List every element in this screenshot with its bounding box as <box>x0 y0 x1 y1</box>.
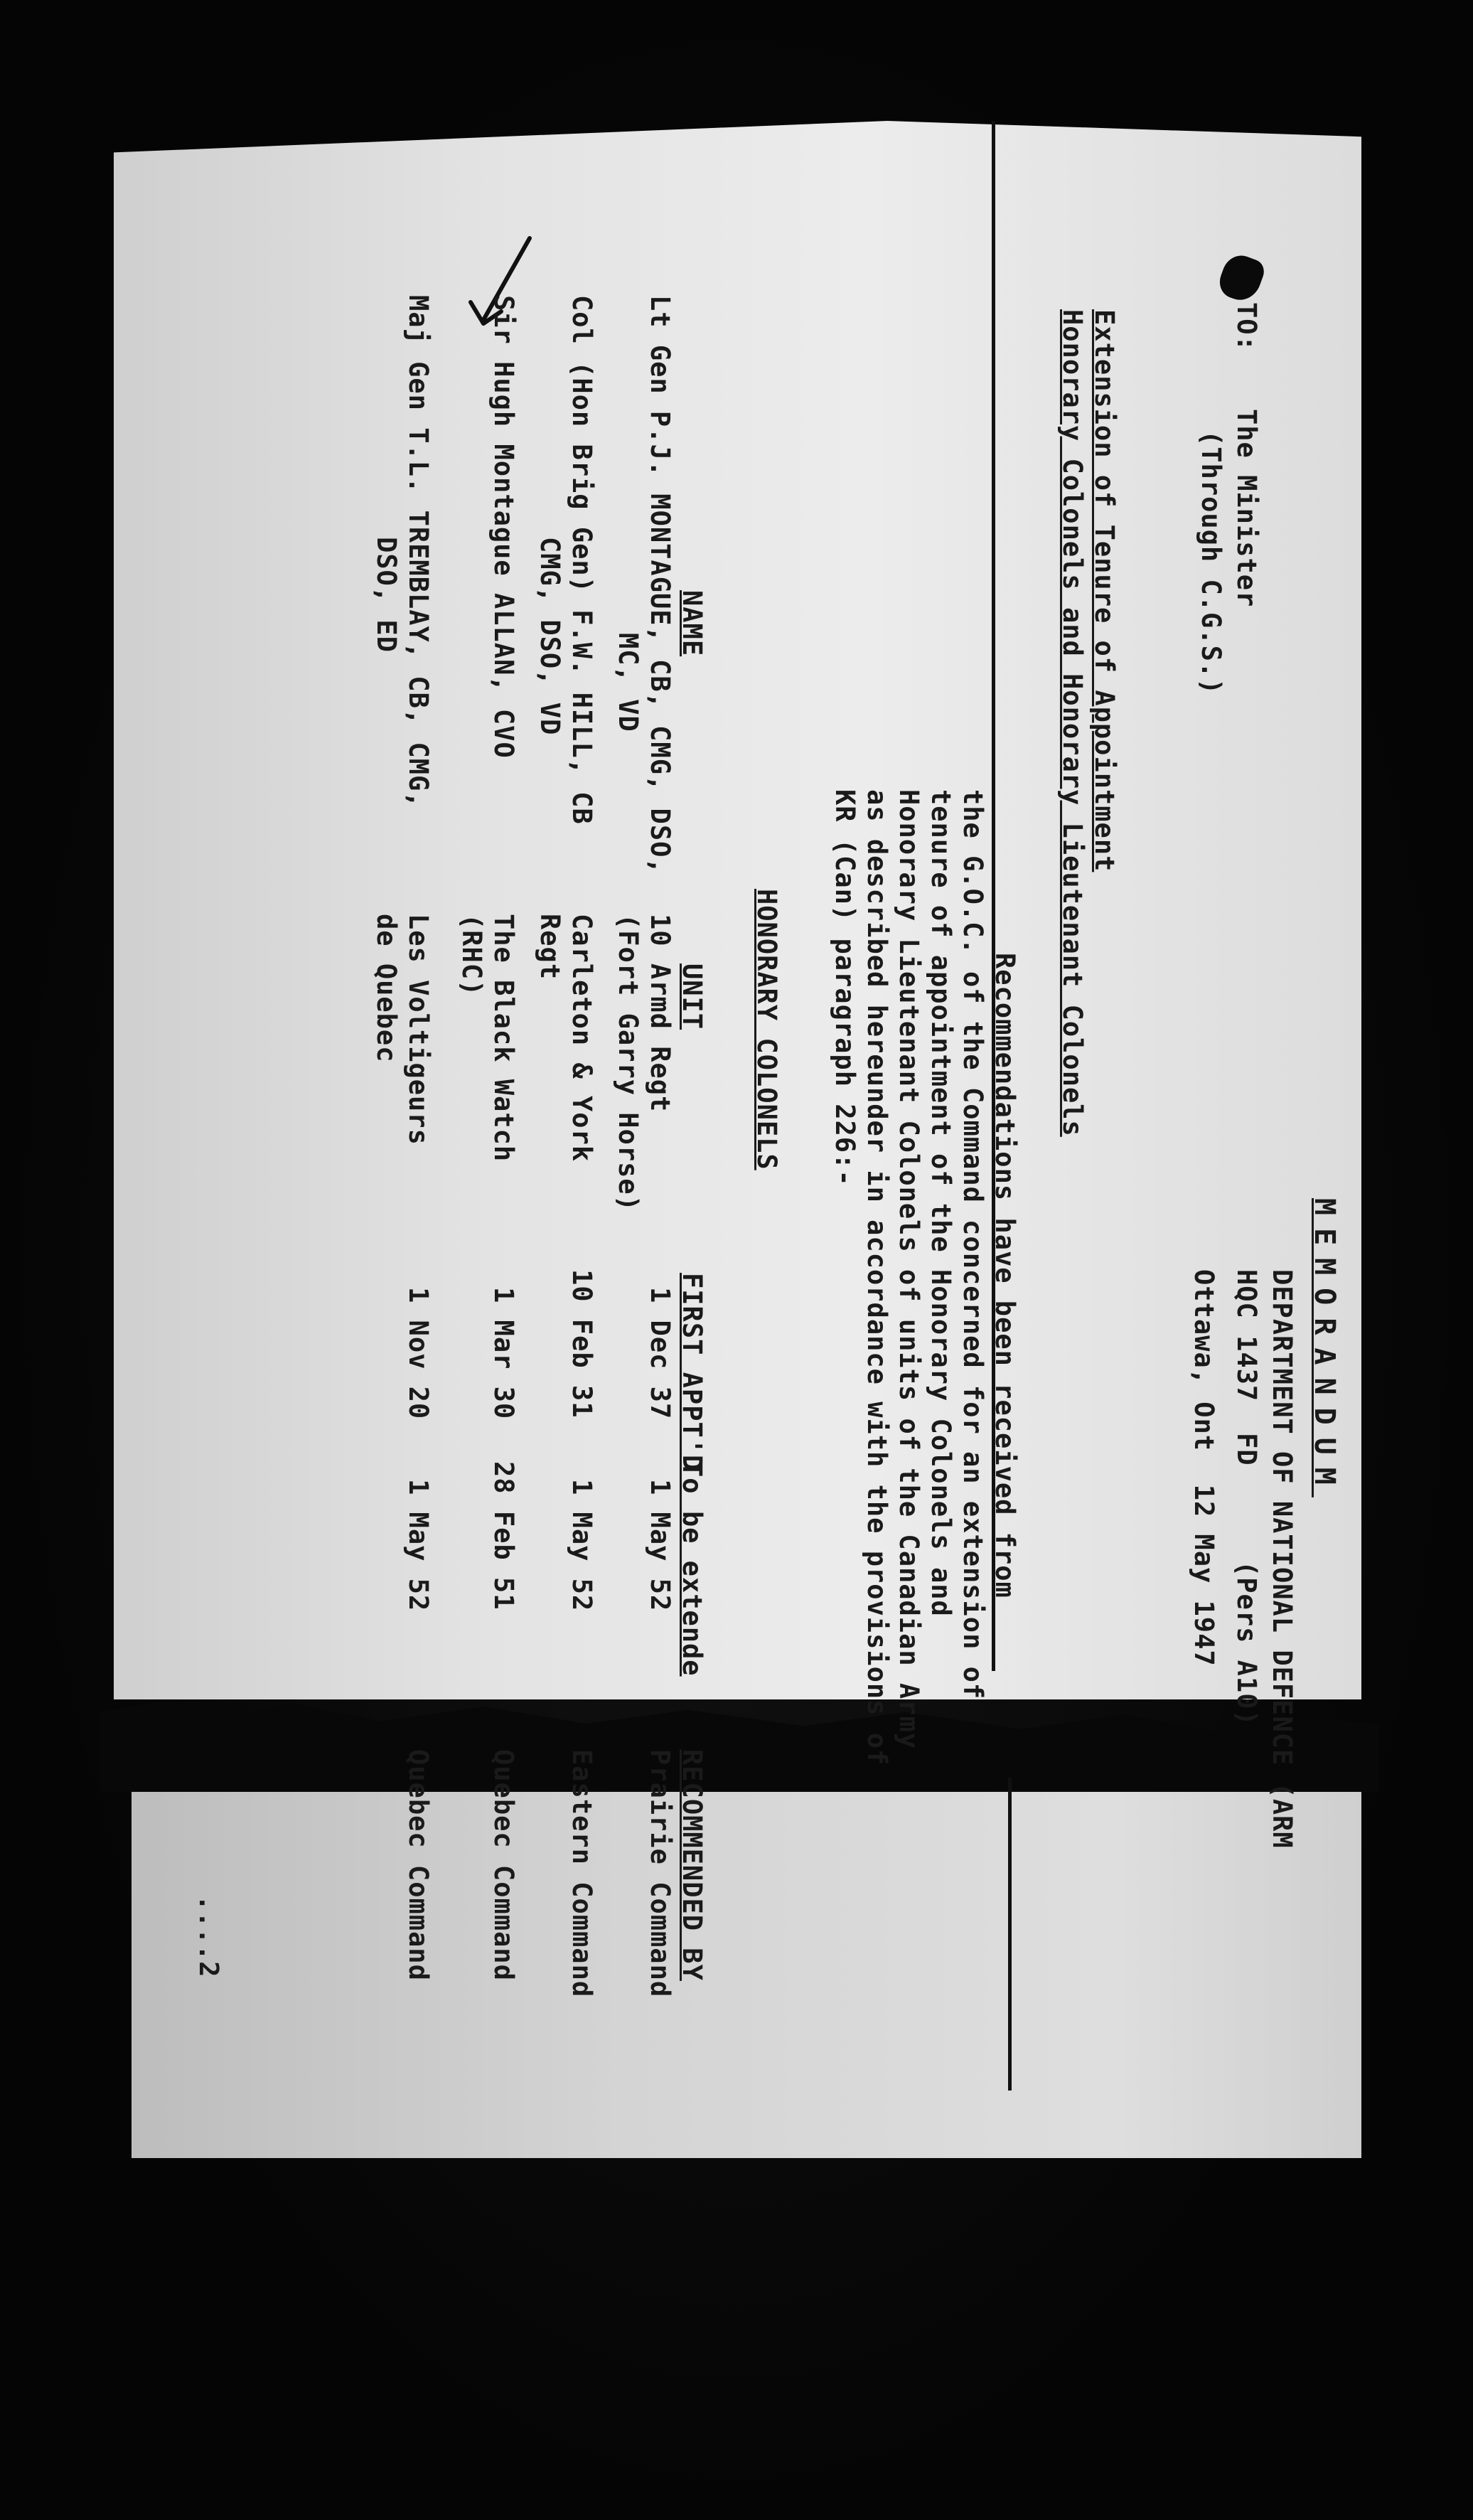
body-line-1: Recommendations have been received from <box>990 953 1020 1598</box>
row-1-extend: 1 May 52 <box>645 1479 675 1612</box>
header-first-apptd: FIRST APPT'D <box>677 1273 707 1472</box>
header-recommended-by: RECOMMENDED BY <box>677 1749 707 1981</box>
row-3-first-apptd: 1 Mar 30 <box>488 1287 519 1420</box>
row-4-name-cont: DSO, ED <box>371 537 402 653</box>
page-continuation: ....2 <box>193 1895 224 1978</box>
row-4-unit-cont: de Quebec <box>371 914 402 1063</box>
body-line-6: KR (Can) paragraph 226:- <box>830 789 860 1187</box>
row-4-first-apptd: 1 Nov 20 <box>403 1287 434 1420</box>
row-2-extend: 1 May 52 <box>567 1479 597 1612</box>
header-name: NAME <box>677 590 707 657</box>
row-2-name: Col (Hon Brig Gen) F.W. HILL, CB <box>567 295 597 825</box>
row-2-name-cont: CMG, DSO, VD <box>535 537 565 736</box>
pers-reference: (Pers A10) <box>1231 1561 1262 1726</box>
row-1-name: Lt Gen P.J. MONTAGUE, CB, CMG, DSO, <box>645 295 675 875</box>
to-recipient: The Minister <box>1231 409 1262 608</box>
body-line-5: as described hereunder in accordance with the provisions of <box>862 789 892 1766</box>
to-through: (Through C.G.S.) <box>1196 430 1226 695</box>
row-3-name: Sir Hugh Montague ALLAN, CVO <box>488 295 519 759</box>
row-2-unit-cont: Regt <box>535 914 565 981</box>
row-3-unit: The Black Watch <box>488 914 519 1163</box>
row-4-recommended: Quebec Command <box>403 1749 434 1981</box>
body-line-4: Honorary Lieutenant Colonels of units of the Canadian Army <box>894 789 924 1750</box>
body-line-2: the G.O.C. of the Command concerned for an extension of <box>958 789 988 1700</box>
row-2-first-apptd: 10 Feb 31 <box>567 1269 597 1419</box>
row-1-unit: 10 Armd Regt <box>645 914 675 1113</box>
memo-document <box>117 124 1361 2172</box>
row-4-name: Maj Gen T.L. TREMBLAY, CB, CMG, <box>403 295 434 808</box>
row-3-recommended: Quebec Command <box>488 1749 519 1981</box>
section-heading: HONORARY COLONELS <box>751 889 782 1170</box>
row-4-unit: Les Voltigeurs <box>403 914 434 1146</box>
memo-title: MEMORANDUM <box>1308 1198 1341 1497</box>
row-1-name-cont: MC, VD <box>613 633 643 732</box>
place-date: Ottawa, Ont 12 May 1947 <box>1189 1269 1219 1667</box>
row-1-recommended: Prairie Command <box>645 1749 675 1998</box>
subject-line-2: Honorary Colonels and Honorary Lieutenant Colonels <box>1057 309 1088 1137</box>
file-reference: HQC 1437 <box>1231 1269 1262 1402</box>
row-2-unit: Carleton & York <box>567 914 597 1163</box>
row-1-unit-cont: (Fort Garry Horse) <box>613 914 643 1212</box>
row-3-extend: 28 Feb 51 <box>488 1461 519 1611</box>
body-line-3: tenure of appointment of the Honorary Colonels and <box>926 789 956 1617</box>
row-1-first-apptd: 1 Dec 37 <box>645 1287 675 1420</box>
subject-line-1: Extension of Tenure of Appointment <box>1089 309 1120 872</box>
to-label: TO: <box>1231 302 1262 352</box>
row-3-unit-cont: (RHC) <box>456 914 487 997</box>
row-2-recommended: Eastern Command <box>567 1749 597 1998</box>
department-name: DEPARTMENT OF NATIONAL DEFENCE (ARM <box>1267 1269 1297 1849</box>
header-unit: UNIT <box>677 963 707 1030</box>
row-4-extend: 1 May 52 <box>403 1479 434 1612</box>
header-to-be-extended: To be extende <box>677 1461 707 1677</box>
file-code: FD <box>1231 1433 1262 1466</box>
